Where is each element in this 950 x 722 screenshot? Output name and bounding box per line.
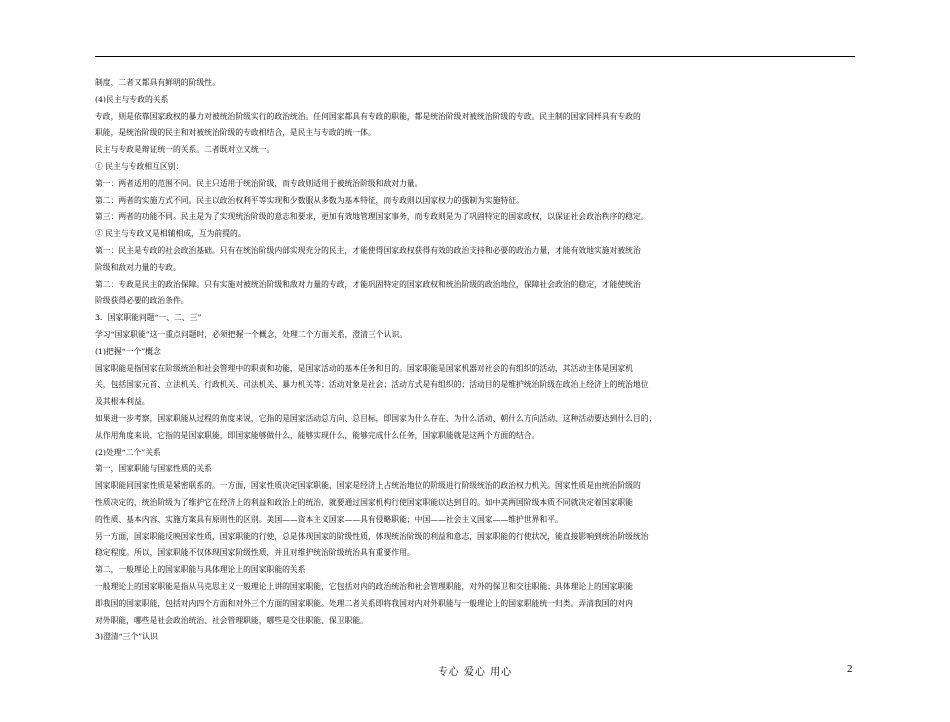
- header-rule: [95, 56, 855, 57]
- text-line: 第二：专政是民主的政治保障。只有实施对被统治阶级和敌对力量的专政，才能巩固特定的国家政权和统治阶级的政治地位，保障社会政治的稳定，才能使统治: [95, 279, 641, 289]
- text-line: 如果进一步考察，国家职能从过程的角度来说，它指的是国家活动总方向、总目标，即国家为什么存在、为什么活动、朝什么方向活动、这种活动要达到什么目的；: [95, 413, 657, 423]
- text-line: ① 民主与专政相互区别：: [95, 161, 184, 171]
- text-line: 另一方面，国家职能反映国家性质，国家职能的行使，总是体现国家的阶级性质，体现统治阶级的利益和意志，国家职能的行使状况，能直接影响到统治阶级统治: [95, 531, 649, 541]
- text-line: 阶级和敌对力量的专政。: [95, 262, 181, 272]
- text-line: 对外职能，哪些是社会政治统治、社会管理职能，哪些是交往职能、保卫职能。: [95, 615, 368, 625]
- text-line: 职能，是统治阶级的民主和对被统治阶级的专政相结合，是民主与专政的统一体。: [95, 128, 376, 138]
- text-line: 即我国的国家职能，包括对内四个方面和对外三个方面的国家职能。处理二者关系即将我国对内对外职能与一般理论上的国家职能统一归类。弄清我国的对内: [95, 598, 633, 608]
- text-line: 制度，二者又都具有鲜明的阶级性。: [95, 78, 220, 87]
- text-line: 第三：两者的功能不同。民主是为了实现统治阶级的意志和要求，更加有效地管理国家事务，而专政则是为了巩固特定的国家政权，以保证社会政治秩序的稳定。: [95, 212, 649, 222]
- text-line: (4)民主与专政的关系: [95, 94, 169, 104]
- text-line: 稳定程度。所以，国家职能不仅体现国家阶级性质，并且对维护统治阶级统治具有重要作用。: [95, 548, 415, 558]
- text-line: 专政，则是依靠国家政权的暴力对被统治阶级实行的政治统治。任何国家都具有专政的职能，都是统治阶级对被统治阶级的专政。民主制的国家同样具有专政的: [95, 111, 641, 121]
- text-line: 的性质、基本内容、实施方案具有原则性的区别。美国——资本主义国家——具有侵略职能；中国——社会主义国家——维护世界和平。: [95, 514, 563, 524]
- text-line: 3．国家职能问题“一、二、三”: [95, 313, 202, 323]
- text-line: 3)澄清“三个”认识: [95, 632, 158, 642]
- text-line: 性质决定的，统治阶级为了维护它在经济上的利益和政治上的统治，就要通过国家机构行使国家职能以达到目的。如中美两国阶级本质不同就决定着国家职能: [95, 497, 633, 507]
- text-line: 国家职能同国家性质是紧密联系的。一方面，国家性质决定国家职能，国家是经济上占统治地位的阶级进行阶级统治的政治权力机关。国家性质是由统治阶级的: [95, 481, 641, 491]
- text-line: ② 民主与专政又是相辅相成，互为前提的。: [95, 229, 246, 239]
- text-line: 第一：民主是专政的社会政治基础。只有在统治阶级内部实现充分的民主，才能使得国家政权获得有效的政治支持和必要的政治力量，才能有效地实施对被统治: [95, 245, 641, 255]
- text-line: 第一，国家职能与国家性质的关系: [95, 464, 212, 474]
- text-line: (1)把握“一个”概念: [95, 346, 161, 356]
- document-body: [95, 75, 865, 646]
- text-line: 一般理论上的国家职能是指从马克思主义一般理论上讲的国家职能，它包括对内的政治统治和社会管理职能，对外的保卫和交往职能；具体理论上的国家职能: [95, 581, 633, 591]
- text-line: 学习“国家职能”这一重点问题时，必须把握一个概念，处理二个方面关系，澄清三个认识。: [95, 329, 408, 339]
- text-line: 及其根本利益。: [95, 397, 150, 407]
- footer-motto: 专心 爱心 用心: [437, 667, 513, 678]
- text-line: 第一：两者适用的范围不同。民主只适用于统治阶级，而专政则适用于被统治阶级和敌对力量。: [95, 178, 423, 188]
- text-line: 第二，一般理论上的国家职能与具体理论上的国家职能的关系: [95, 565, 306, 575]
- text-line: 阶级获得必要的政治条件。: [95, 296, 189, 306]
- text-line: 民主与专政是辩证统一的关系。二者既对立又统一。: [95, 145, 275, 155]
- text-line: 关，包括国家元首、立法机关、行政机关、司法机关、暴力机关等；活动对象是社会；活动方式是有组织的；活动目的是维护统治阶级在政治上经济上的统治地位: [95, 380, 649, 390]
- text-line: 第二：两者的实施方式不同。民主以政治权利平等实现和少数服从多数为基本特征，而专政则以国家权力的强制为实施特征。: [95, 195, 524, 205]
- text-line: 国家职能是指国家在阶级统治和社会管理中的职责和功能，是国家活动的基本任务和目的。国家职能是国家机器对社会的有组织的活动，其活动主体是国家机: [95, 363, 633, 373]
- page-number: 2: [847, 663, 853, 675]
- text-line: 从作用角度来说，它指的是国家职能，即国家能够做什么，能够实现什么，能够完成什么任务，国家职能就是这两个方面的结合。: [95, 430, 540, 440]
- text-line: (2)处理“二个”关系: [95, 447, 161, 457]
